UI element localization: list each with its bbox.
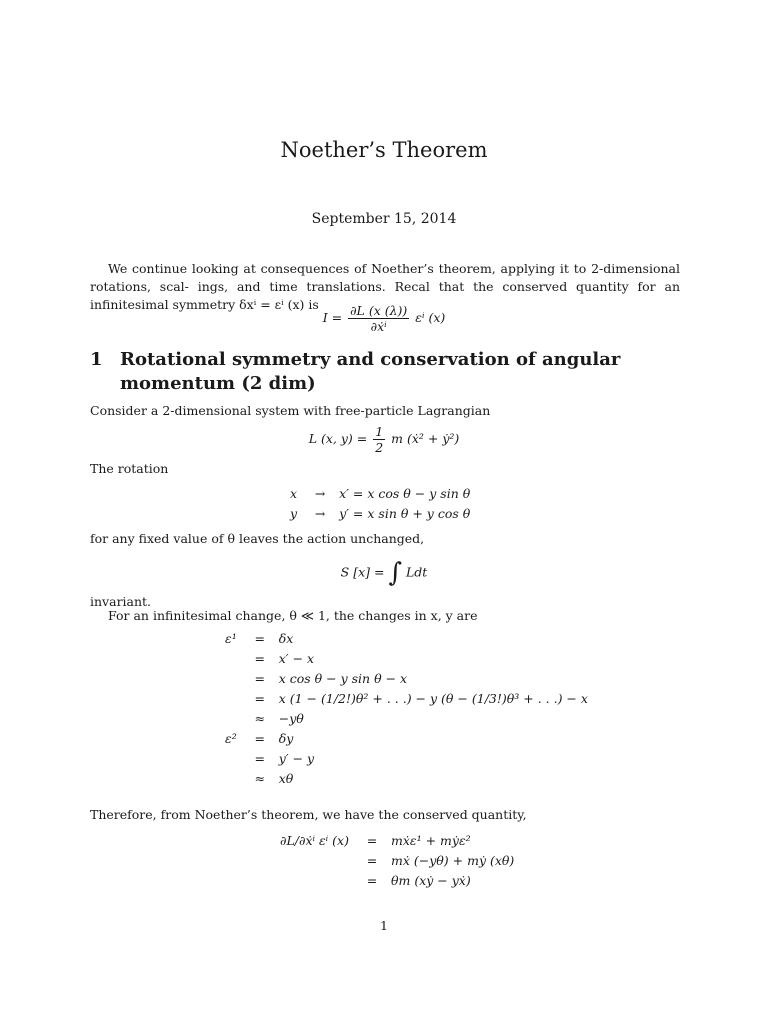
rotation-equation-table: [290, 483, 470, 523]
equation-row: [225, 768, 588, 788]
equation-rel: →: [314, 485, 326, 501]
quantity-equation-table: [280, 830, 514, 890]
equation-rhs: y′ − y: [278, 750, 315, 766]
equation-rel: =: [254, 730, 265, 746]
equation-conserved-quantity: [0, 303, 768, 334]
equation-rhs: x′ = x cos θ − y sin θ: [339, 485, 471, 501]
eq-numerator: 1: [375, 424, 384, 439]
equation-lhs: [225, 668, 247, 688]
eq-rhs: Ldt: [405, 564, 428, 580]
equation-row: [290, 483, 470, 503]
equation-rhs: −yθ: [278, 710, 304, 726]
infinitesimal-paragraph: For an infinitesimal change, θ ≪ 1, the changes in x, y are: [108, 608, 478, 623]
page-number: 1: [380, 918, 388, 933]
equation-lhs: [280, 850, 359, 870]
equation-lhs: [225, 688, 247, 708]
section-heading: [90, 348, 690, 396]
equation-conserved-angular: [280, 830, 514, 890]
rotation-paragraph: The rotation: [90, 461, 169, 476]
eq-lhs: L (x, y) =: [308, 431, 368, 446]
equation-rel: =: [366, 832, 378, 848]
equation-rel: =: [254, 650, 265, 666]
equation-row: [225, 668, 588, 688]
equation-rhs: mẋ (−yθ) + mẏ (xθ): [390, 852, 515, 868]
equation-rel: =: [254, 750, 265, 766]
equation-rel: =: [254, 630, 265, 646]
equation-rel: ≈: [254, 710, 265, 726]
equation-rhs: x′ − x: [278, 650, 315, 666]
equation-rel: =: [366, 872, 378, 888]
equation-row: [280, 870, 514, 890]
eq-rhs: εⁱ (x): [415, 310, 446, 325]
equation-lhs: x: [290, 485, 298, 501]
equation-rel: =: [254, 670, 265, 686]
equation-rhs: xθ: [278, 770, 294, 786]
equation-lhs: [225, 648, 247, 668]
paper-date: September 15, 2014: [311, 211, 457, 227]
equation-row: [225, 748, 588, 768]
consider-paragraph: Consider a 2-dimensional system with free-particle Lagrangian: [90, 403, 491, 418]
eq-denominator: ∂ẋⁱ: [370, 319, 387, 334]
equation-rel: =: [254, 690, 265, 706]
equation-lagrangian: [0, 424, 768, 455]
paper-title: Noether’s Theorem: [280, 138, 488, 162]
equation-action: [0, 558, 768, 588]
equation-rhs: x cos θ − y sin θ − x: [278, 670, 408, 686]
equation-lhs: [225, 768, 247, 788]
equation-row: [225, 708, 588, 728]
equation-rel: =: [366, 852, 378, 868]
equation-changes: [225, 628, 588, 788]
equation-rhs: y′ = x sin θ + y cos θ: [339, 505, 471, 521]
eq-fraction: [348, 303, 409, 334]
equation-rel: →: [314, 505, 326, 521]
section-title: Rotational symmetry and conservation of angular momentum (2 dim): [120, 349, 621, 394]
equation-lhs: [225, 748, 247, 768]
equation-rel: ≈: [254, 770, 265, 786]
equation-row: [225, 628, 588, 648]
equation-lhs: ∂L/∂ẋⁱ εⁱ (x): [280, 832, 349, 848]
equation-row: [290, 503, 470, 523]
eq-denominator: 2: [375, 440, 384, 455]
equation-rhs: θm (xẏ − yẋ): [390, 872, 471, 888]
therefore-paragraph: Therefore, from Noether’s theorem, we have the conserved quantity,: [90, 807, 527, 822]
equation-row: [280, 830, 514, 850]
eq-numerator: ∂L (x (λ)): [350, 303, 408, 318]
invariant-paragraph: invariant.: [90, 594, 152, 609]
eq-rhs: m (ẋ² + ẏ²): [391, 431, 460, 446]
fixed-value-paragraph: for any fixed value of θ leaves the action unchanged,: [90, 531, 425, 546]
equation-rhs: δx: [278, 630, 294, 646]
equation-rhs: x (1 − (1/2!)θ² + . . .) − y (θ − (1/3!)θ³ + . . .) − x: [278, 690, 588, 706]
eq-fraction: [373, 424, 385, 455]
equation-rhs: mẋε¹ + mẏε²: [390, 832, 471, 848]
equation-rhs: δy: [278, 730, 294, 746]
equation-lhs: ε¹: [225, 630, 237, 646]
equation-row: [280, 850, 514, 870]
changes-equation-table: [225, 628, 588, 788]
eq-lhs: I =: [322, 310, 343, 325]
equation-rotation: [290, 483, 470, 523]
equation-row: [225, 648, 588, 668]
equation-lhs: y: [290, 505, 298, 521]
equation-row: [225, 728, 588, 748]
intro-paragraph: We continue looking at consequences of Noether’s theorem, applying it to 2-dimensional rotations, scal- ings, and time translations. Recal that the conserved quantity for an infinitesimal symmetry δxⁱ = εⁱ (x) is: [90, 261, 680, 312]
integral-sign: ∫: [388, 558, 402, 588]
equation-row: [225, 688, 588, 708]
equation-lhs: [225, 708, 247, 728]
eq-lhs: S [x] =: [340, 564, 385, 580]
equation-lhs: [280, 870, 359, 890]
section-number: 1: [90, 349, 103, 370]
equation-lhs: ε²: [225, 730, 237, 746]
